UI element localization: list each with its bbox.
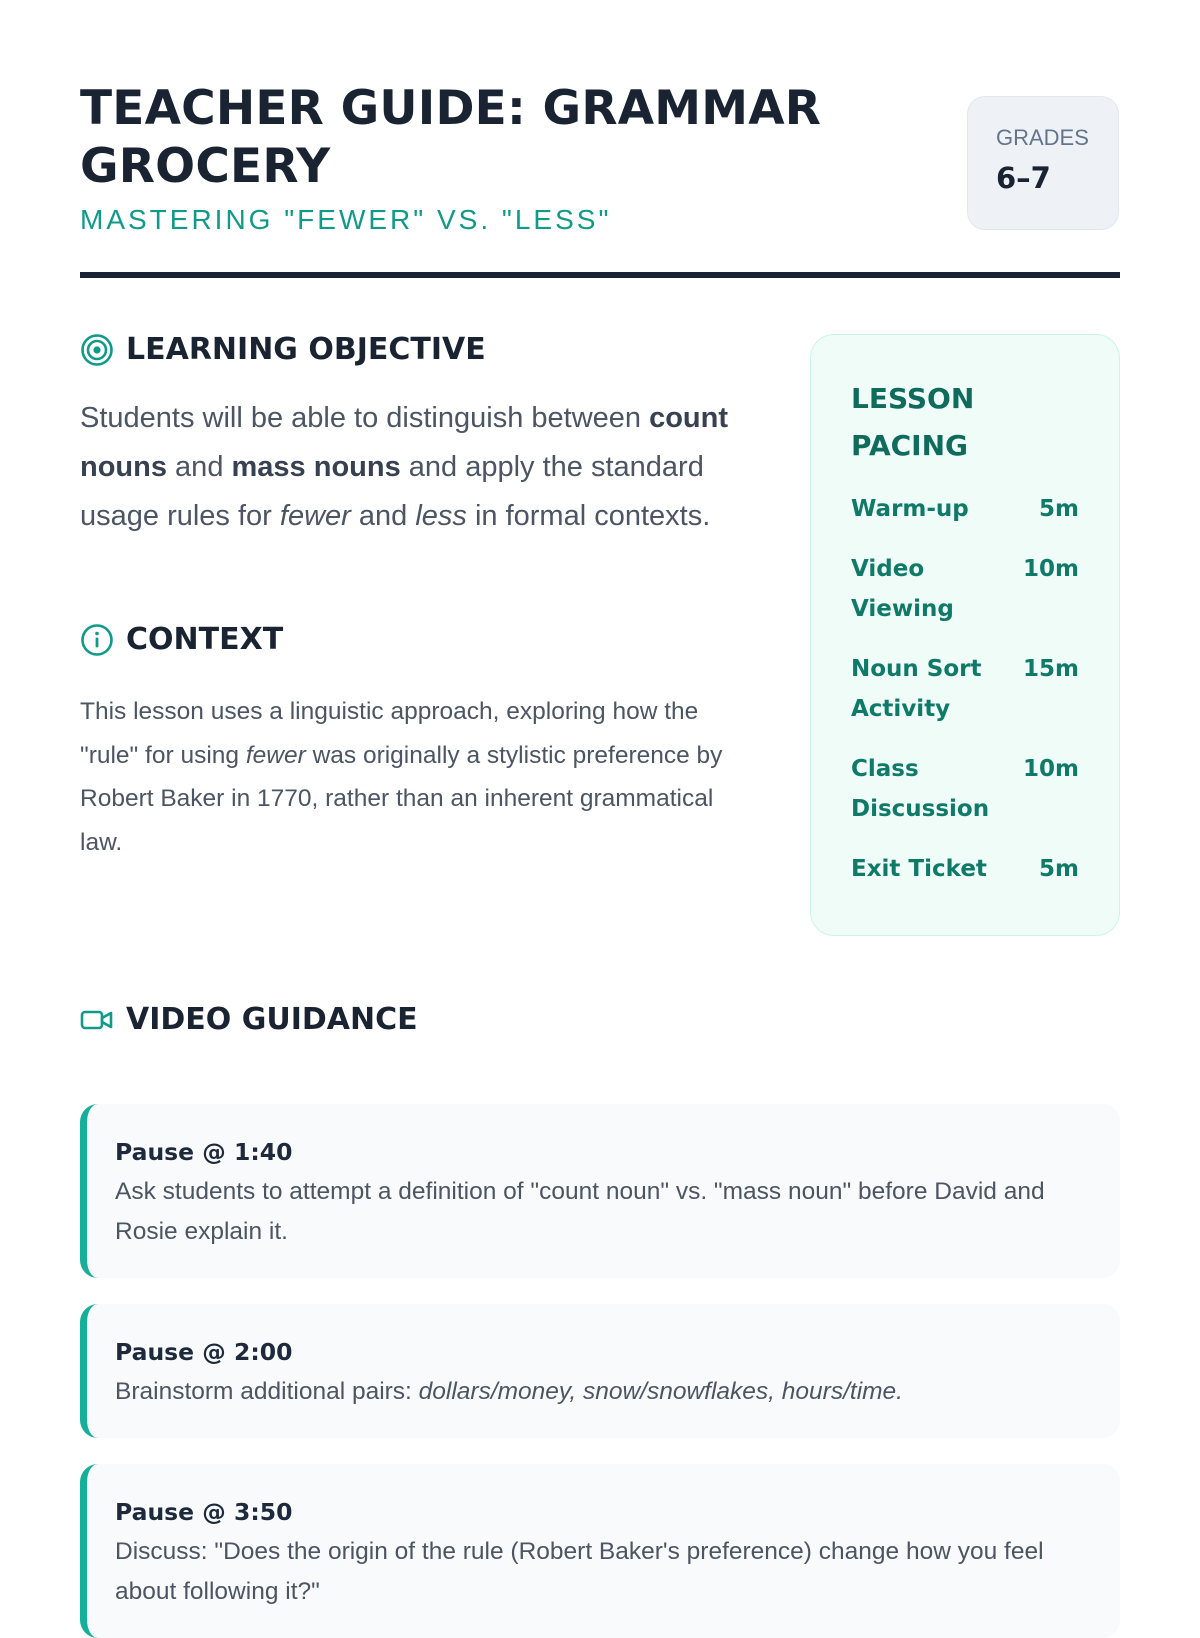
pacing-duration: 10m bbox=[1023, 756, 1079, 782]
fewer-term: fewer bbox=[245, 741, 306, 769]
pacing-activity: Warm-up bbox=[851, 496, 969, 522]
context-text-part: was originally a stylistic preference by Robert Baker in 1770, rather than an inherent grammatical law. bbox=[80, 741, 723, 856]
pause-instruction bbox=[115, 1372, 1090, 1412]
objective-heading bbox=[80, 332, 486, 367]
context-text bbox=[80, 690, 730, 864]
pacing-row bbox=[851, 649, 1079, 729]
pause-card bbox=[80, 1464, 1120, 1638]
pause-card bbox=[80, 1104, 1120, 1278]
pacing-activity: Noun Sort Activity bbox=[851, 656, 982, 722]
pacing-duration: 5m bbox=[1039, 496, 1079, 522]
page-subtitle: MASTERING "FEWER" VS. "LESS" bbox=[80, 204, 612, 235]
page-title: TEACHER GUIDE: GRAMMAR GROCERY bbox=[80, 81, 822, 194]
pause-instruction: Ask students to attempt a definition of "count noun" vs. "mass noun" before David and Rosie explain it. bbox=[115, 1178, 1045, 1245]
lesson-pacing-card bbox=[810, 334, 1120, 936]
pacing-duration: 15m bbox=[1023, 656, 1079, 682]
video-guidance-heading bbox=[80, 1002, 418, 1037]
pause-timestamp: Pause @ 1:40 bbox=[115, 1138, 293, 1166]
objective-text-part: and bbox=[350, 500, 416, 532]
pause-instruction-examples: dollars/money, snow/snowflakes, hours/time. bbox=[418, 1378, 903, 1405]
pause-timestamp: Pause @ 3:50 bbox=[115, 1498, 293, 1526]
pause-timestamp: Pause @ 2:00 bbox=[115, 1338, 293, 1366]
pause-instruction-lead: Brainstorm additional pairs: bbox=[115, 1378, 419, 1405]
count-nouns-term: count nouns bbox=[80, 402, 729, 483]
context-heading bbox=[80, 622, 283, 657]
target-icon bbox=[80, 333, 114, 367]
pacing-duration: 10m bbox=[1023, 556, 1079, 582]
pacing-duration: 5m bbox=[1039, 856, 1079, 882]
pacing-row bbox=[851, 849, 1079, 889]
objective-text-part: and bbox=[167, 451, 232, 483]
grade-value: 6–7 bbox=[996, 161, 1051, 195]
objective-text-part: in formal contexts. bbox=[466, 500, 711, 532]
objective-heading-text: LEARNING OBJECTIVE bbox=[126, 332, 486, 367]
objective-text-part: and apply the standard usage rules for bbox=[80, 451, 704, 532]
objective-text bbox=[80, 394, 770, 541]
pause-card bbox=[80, 1304, 1120, 1438]
header-divider bbox=[80, 272, 1120, 278]
objective-text-part: Students will be able to distinguish between bbox=[80, 402, 650, 434]
pacing-activity: Exit Ticket bbox=[851, 856, 987, 882]
pacing-activity: Video Viewing bbox=[851, 556, 954, 622]
info-icon bbox=[80, 623, 114, 657]
context-heading-text: CONTEXT bbox=[126, 622, 284, 657]
pacing-title: LESSON PACING bbox=[851, 382, 975, 462]
less-term: less bbox=[415, 500, 467, 532]
video-guidance-heading-text: VIDEO GUIDANCE bbox=[126, 1002, 418, 1037]
pause-instruction: Discuss: "Does the origin of the rule (Robert Baker's preference) change how you feel about following it?" bbox=[115, 1538, 1044, 1605]
context-text-part: This lesson uses a linguistic approach, exploring how the "rule" for using bbox=[80, 698, 699, 769]
pacing-row bbox=[851, 489, 1079, 529]
pacing-activity: Class Discussion bbox=[851, 756, 990, 822]
fewer-term: fewer bbox=[279, 500, 351, 532]
grade-label: GRADES bbox=[996, 125, 1089, 150]
grade-badge bbox=[967, 96, 1119, 230]
video-camera-icon bbox=[80, 1003, 114, 1037]
mass-nouns-term: mass nouns bbox=[231, 451, 401, 483]
pacing-row bbox=[851, 749, 1079, 829]
pacing-row bbox=[851, 549, 1079, 629]
